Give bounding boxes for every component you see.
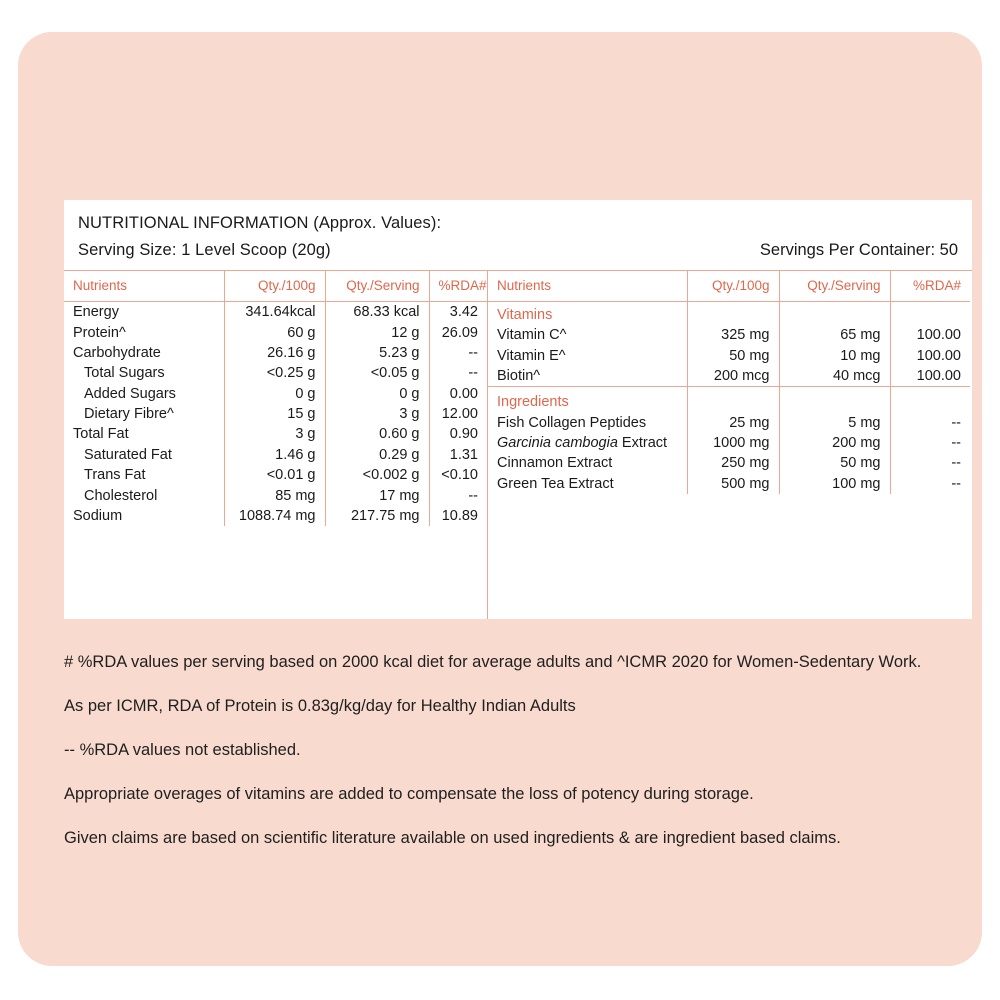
- nutrient-rda: 100.00: [890, 325, 970, 345]
- nutrient-qty-serving: 0.60 g: [325, 424, 429, 444]
- table-row: [64, 384, 487, 404]
- table-row: [488, 453, 970, 473]
- nutrient-qty-100g: 26.16 g: [224, 343, 325, 363]
- table-section-row: [488, 387, 970, 413]
- nutrient-name: Dietary Fibre^: [84, 406, 174, 423]
- left-nutrients-table: [64, 271, 488, 619]
- nutrient-rda: 0.00: [429, 384, 487, 404]
- nutrient-qty-serving: 40 mcg: [779, 366, 890, 387]
- col-header-nutrients: Nutrients: [488, 271, 687, 302]
- nutrient-name: Vitamin C^: [497, 327, 567, 344]
- nutrient-qty-serving: 10 mg: [779, 346, 890, 366]
- nutrient-rda: --: [429, 485, 487, 505]
- servings-per-container: Servings Per Container: 50: [759, 241, 958, 259]
- table-row: [488, 433, 970, 453]
- nutrient-qty-100g: 200 mcg: [687, 366, 779, 387]
- page-title: NUTRITIONAL INFORMATION (Approx. Values):: [78, 214, 442, 232]
- nutrient-rda: 1.31: [429, 445, 487, 465]
- table-row: [64, 445, 487, 465]
- nutrient-qty-100g: 1088.74 mg: [224, 506, 325, 526]
- serving-size: Serving Size: 1 Level Scoop (20g): [78, 241, 331, 259]
- nutrient-name: Saturated Fat: [84, 446, 172, 463]
- section-spacer-qty-serving: [779, 302, 890, 326]
- table-row: [64, 343, 487, 363]
- nutrient-name: Trans Fat: [84, 467, 146, 484]
- nutrient-rda: 10.89: [429, 506, 487, 526]
- table-row: [488, 346, 970, 366]
- nutrient-rda: 100.00: [890, 366, 970, 387]
- nutrient-name: Total Fat: [73, 426, 129, 443]
- nutrient-name: Biotin^: [497, 368, 541, 385]
- table-section-row: [488, 302, 970, 326]
- nutrient-qty-100g: 15 g: [224, 404, 325, 424]
- col-header-rda: %RDA#: [890, 271, 970, 302]
- col-header-qty-100g: Qty./100g: [687, 271, 779, 302]
- footnotes: [64, 647, 976, 854]
- nutrient-name: Fish Collagen Peptides: [497, 414, 647, 431]
- nutrient-rda: 26.09: [429, 322, 487, 342]
- section-spacer-qty-100g: [687, 302, 779, 326]
- section-spacer-rda: [890, 387, 970, 413]
- nutrient-qty-serving: 68.33 kcal: [325, 302, 429, 323]
- footnote-4: Appropriate overages of vitamins are added to compensate the loss of potency during storage.: [64, 785, 754, 803]
- nutrient-rda: --: [890, 413, 970, 433]
- nutrient-qty-100g: 3 g: [224, 424, 325, 444]
- nutrient-qty-100g: 250 mg: [687, 453, 779, 473]
- nutrient-qty-100g: 1.46 g: [224, 445, 325, 465]
- table-row: [64, 424, 487, 444]
- table-row: [488, 366, 970, 387]
- nutrient-qty-100g: <0.25 g: [224, 363, 325, 383]
- nutrient-rda: --: [890, 453, 970, 473]
- nutrient-name: Sodium: [73, 507, 123, 524]
- table-row: [488, 413, 970, 433]
- nutrient-qty-100g: 500 mg: [687, 474, 779, 494]
- nutrition-table-card: [64, 200, 972, 619]
- nutrient-qty-serving: <0.05 g: [325, 363, 429, 383]
- nutrient-name: Vitamin E^: [497, 347, 566, 364]
- nutrient-name: Garcinia cambogia Extract: [497, 435, 668, 452]
- nutrient-qty-serving: 65 mg: [779, 325, 890, 345]
- nutrient-qty-100g: 325 mg: [687, 325, 779, 345]
- nutrient-rda: 100.00: [890, 346, 970, 366]
- nutrient-qty-serving: 100 mg: [779, 474, 890, 494]
- table-row: [64, 404, 487, 424]
- nutrient-name: Total Sugars: [84, 365, 165, 382]
- nutrient-qty-serving: 5.23 g: [325, 343, 429, 363]
- nutrient-name: Energy: [73, 304, 119, 321]
- nutrient-rda: --: [429, 343, 487, 363]
- table-header-row: [488, 271, 970, 302]
- right-nutrients-table: [488, 271, 970, 619]
- col-header-nutrients: Nutrients: [64, 271, 224, 302]
- nutrient-name: Cholesterol: [84, 487, 158, 504]
- col-header-qty-serving: Qty./Serving: [779, 271, 890, 302]
- table-row: [64, 302, 487, 323]
- nutrient-qty-serving: 200 mg: [779, 433, 890, 453]
- nutrient-qty-serving: 50 mg: [779, 453, 890, 473]
- nutrient-qty-serving: 12 g: [325, 322, 429, 342]
- nutrient-qty-100g: <0.01 g: [224, 465, 325, 485]
- col-header-qty-100g: Qty./100g: [224, 271, 325, 302]
- nutrient-rda: --: [890, 474, 970, 494]
- nutrient-qty-serving: 0.29 g: [325, 445, 429, 465]
- nutrient-qty-serving: 5 mg: [779, 413, 890, 433]
- nutrient-rda: <0.10: [429, 465, 487, 485]
- table-row: [64, 322, 487, 342]
- section-spacer-qty-serving: [779, 387, 890, 413]
- table-row: [64, 465, 487, 485]
- section-heading: Vitamins: [497, 307, 553, 323]
- nutrient-name: Protein^: [73, 324, 126, 341]
- table-row: [488, 474, 970, 494]
- nutrient-qty-100g: 85 mg: [224, 485, 325, 505]
- nutrient-qty-serving: 3 g: [325, 404, 429, 424]
- nutrient-rda: 3.42: [429, 302, 487, 323]
- table-row: [64, 485, 487, 505]
- nutrient-name: Added Sugars: [84, 385, 176, 402]
- section-spacer-rda: [890, 302, 970, 326]
- footnote-1: # %RDA values per serving based on 2000 kcal diet for average adults and ^ICMR 2020 for Women-Sedentary Work.: [64, 653, 922, 671]
- nutrient-name: Green Tea Extract: [497, 475, 614, 492]
- nutrient-qty-100g: 0 g: [224, 384, 325, 404]
- section-spacer-qty-100g: [687, 387, 779, 413]
- nutrient-name: Carbohydrate: [73, 344, 161, 361]
- nutrient-qty-100g: 25 mg: [687, 413, 779, 433]
- nutrient-rda: --: [890, 433, 970, 453]
- section-heading: Ingredients: [488, 387, 687, 413]
- col-header-qty-serving: Qty./Serving: [325, 271, 429, 302]
- footnote-2: As per ICMR, RDA of Protein is 0.83g/kg/day for Healthy Indian Adults: [64, 697, 576, 715]
- nutrient-qty-100g: 60 g: [224, 322, 325, 342]
- footnote-3: -- %RDA values not established.: [64, 741, 301, 759]
- nutrient-qty-100g: 341.64kcal: [224, 302, 325, 323]
- table-header-row: [64, 271, 487, 302]
- nutrient-qty-serving: 17 mg: [325, 485, 429, 505]
- col-header-rda: %RDA#: [429, 271, 487, 302]
- table-row: [64, 506, 487, 526]
- nutrient-qty-serving: 217.75 mg: [325, 506, 429, 526]
- nutrient-qty-serving: <0.002 g: [325, 465, 429, 485]
- footnote-5: Given claims are based on scientific literature available on used ingredients & are ingredient based claims.: [64, 829, 841, 847]
- table-row: [64, 363, 487, 383]
- nutrient-rda: 12.00: [429, 404, 487, 424]
- nutrient-qty-100g: 50 mg: [687, 346, 779, 366]
- nutrient-rda: --: [429, 363, 487, 383]
- table-header-block: [64, 200, 972, 270]
- nutrient-rda: 0.90: [429, 424, 487, 444]
- nutrition-panel: [18, 32, 982, 966]
- nutrition-tables: [64, 270, 972, 619]
- nutrient-qty-100g: 1000 mg: [687, 433, 779, 453]
- nutrient-name: Cinnamon Extract: [497, 455, 613, 472]
- nutrient-qty-serving: 0 g: [325, 384, 429, 404]
- table-row: [488, 325, 970, 345]
